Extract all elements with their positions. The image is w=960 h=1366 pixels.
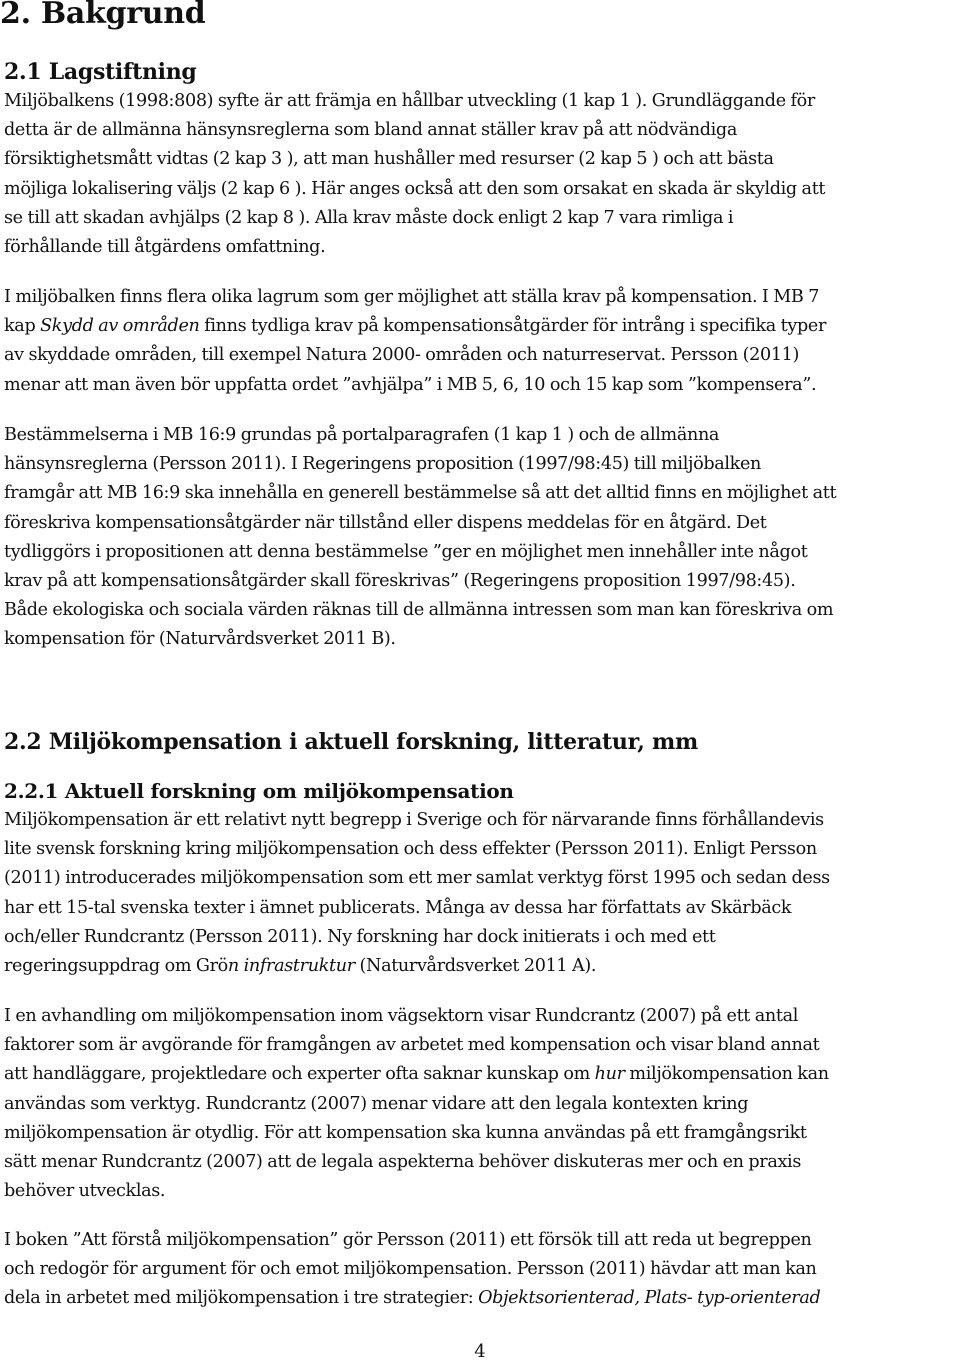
text-line [4, 1060, 956, 1089]
text-span: dela in arbetet med miljökompensation i tre strategier: [4, 1288, 479, 1309]
text-span: miljökompensation kan [624, 1064, 829, 1085]
text-line: I miljöbalken finns flera olika lagrum som ger möjlighet att ställa krav på kompensation. I MB 7 [4, 287, 820, 307]
text-line: av skyddade områden, till exempel Natura 2000- områden och naturreservat. Persson (2011) [4, 345, 800, 366]
section-heading: 2. Bakgrund [0, 0, 206, 31]
text-line: tydliggörs i propositionen att denna bestämmelse ”ger en möjlighet men innehåller inte något [4, 541, 808, 562]
italic-term: hur [594, 1064, 625, 1085]
text-line [4, 312, 956, 341]
text-span: kap [4, 316, 41, 337]
italic-term: n infrastruktur [227, 956, 355, 977]
text-line: användas som verktyg. Rundcrantz (2007) menar vidare att den legala kontexten kring [4, 1093, 749, 1114]
text-line: och redogör för argument för och emot miljökompensation. Persson (2011) hävdar att man kan [4, 1259, 817, 1280]
paragraph-lagstiftning-1 [4, 87, 956, 262]
text-line: menar att man även bör uppfatta ordet ”avhjälpa” i MB 5, 6, 10 och 15 kap som ”kompensera”. [4, 374, 817, 395]
text-line: kompensation för (Naturvårdsverket 2011 B). [4, 629, 396, 650]
text-line: Både ekologiska och sociala värden räknas till de allmänna intressen som man kan föreskriva om [4, 600, 834, 621]
text-line: detta är de allmänna hänsynsreglerna som bland annat ställer krav på att nödvändiga [4, 120, 737, 141]
paragraph-lagstiftning-3 [4, 421, 956, 655]
page-number: 4 [474, 1341, 486, 1362]
subsection-heading-forskning: 2.2 Miljökompensation i aktuell forskning, litteratur, mm [4, 729, 698, 755]
paragraph-lagstiftning-2 [4, 283, 956, 400]
text-line: har ett 15-tal svenska texter i ämnet publicerats. Många av dessa har författats av Skärbäck [4, 897, 792, 918]
italic-term: Objektsorienterad, Plats- typ-orienterad [478, 1288, 821, 1309]
italic-term: Skydd av områden [40, 316, 200, 337]
text-line: I en avhandling om miljökompensation inom vägsektorn visar Rundcrantz (2007) på ett antal [4, 1006, 799, 1026]
text-line: behöver utvecklas. [4, 1181, 166, 1202]
text-line: miljökompensation är otydlig. För att kompensation ska kunna användas på ett framgångsrikt [4, 1122, 807, 1143]
text-line: I boken ”Att förstå miljökompensation” gör Persson (2011) ett försök till att reda ut begreppen [4, 1230, 812, 1250]
text-line: möjliga lokalisering väljs (2 kap 6 ). Här anges också att den som orsakat en skada är skyldig att [4, 178, 826, 199]
text-line: sätt menar Rundcrantz (2007) att de legala aspekterna behöver diskuteras mer och en praxis [4, 1152, 802, 1173]
text-span: (Naturvårdsverket 2011 A). [354, 956, 597, 977]
text-line: Miljökompensation är ett relativt nytt begrepp i Sverige och för närvarande finns förhållandevis [4, 810, 824, 830]
subsection-heading-lagstiftning: 2.1 Lagstiftning [4, 59, 197, 85]
text-line [4, 1284, 956, 1313]
paragraph-forskning-2 [4, 1002, 956, 1206]
text-line: föreskriva kompensationsåtgärder när tillstånd eller dispens meddelas för en åtgärd. Det [4, 512, 767, 533]
text-line: Miljöbalkens (1998:808) syfte är att främja en hållbar utveckling (1 kap 1 ). Grundläggande för [4, 91, 815, 111]
text-line: hänsynsreglerna (Persson 2011). I Regeringens proposition (1997/98:45) till miljöbalken [4, 454, 762, 475]
text-line: se till att skadan avhjälps (2 kap 8 ). Alla krav måste dock enligt 2 kap 7 vara rimliga i [4, 207, 734, 228]
text-line: krav på att kompensationsåtgärder skall föreskrivas” (Regeringens proposition 1997/98:45). [4, 571, 796, 592]
text-line: lite svensk forskning kring miljökompensation och dess effekter (Persson 2011). Enligt Persson [4, 839, 817, 860]
text-line: Bestämmelserna i MB 16:9 grundas på portalparagrafen (1 kap 1 ) och de allmänna [4, 425, 720, 445]
text-span: finns tydliga krav på kompensationsåtgärder för intrång i specifika typer [199, 316, 827, 337]
text-line: förhållande till åtgärdens omfattning. [4, 237, 326, 258]
text-line: framgår att MB 16:9 ska innehålla en generell bestämmelse så att det alltid finns en möjlighet att [4, 483, 837, 504]
text-line [4, 952, 956, 981]
text-line: och/eller Rundcrantz (Persson 2011). Ny forskning har dock initierats i och med ett [4, 926, 716, 947]
text-line: faktorer som är avgörande för framgången av arbetet med kompensation och visar bland annat [4, 1035, 820, 1056]
text-span: regeringsuppdrag om Grö [4, 956, 228, 977]
text-line: (2011) introducerades miljökompensation som ett mer samlat verktyg först 1995 och sedan dess [4, 868, 830, 889]
subsubsection-heading-aktuell-forskning: 2.2.1 Aktuell forskning om miljökompensation [4, 779, 514, 803]
text-span: att handläggare, projektledare och experter ofta saknar kunskap om [4, 1064, 595, 1085]
text-line: försiktighetsmått vidtas (2 kap 3 ), att man hushåller med resurser (2 kap 5 ) och att bästa [4, 149, 774, 170]
paragraph-forskning-1 [4, 806, 956, 981]
paragraph-forskning-3 [4, 1226, 956, 1314]
